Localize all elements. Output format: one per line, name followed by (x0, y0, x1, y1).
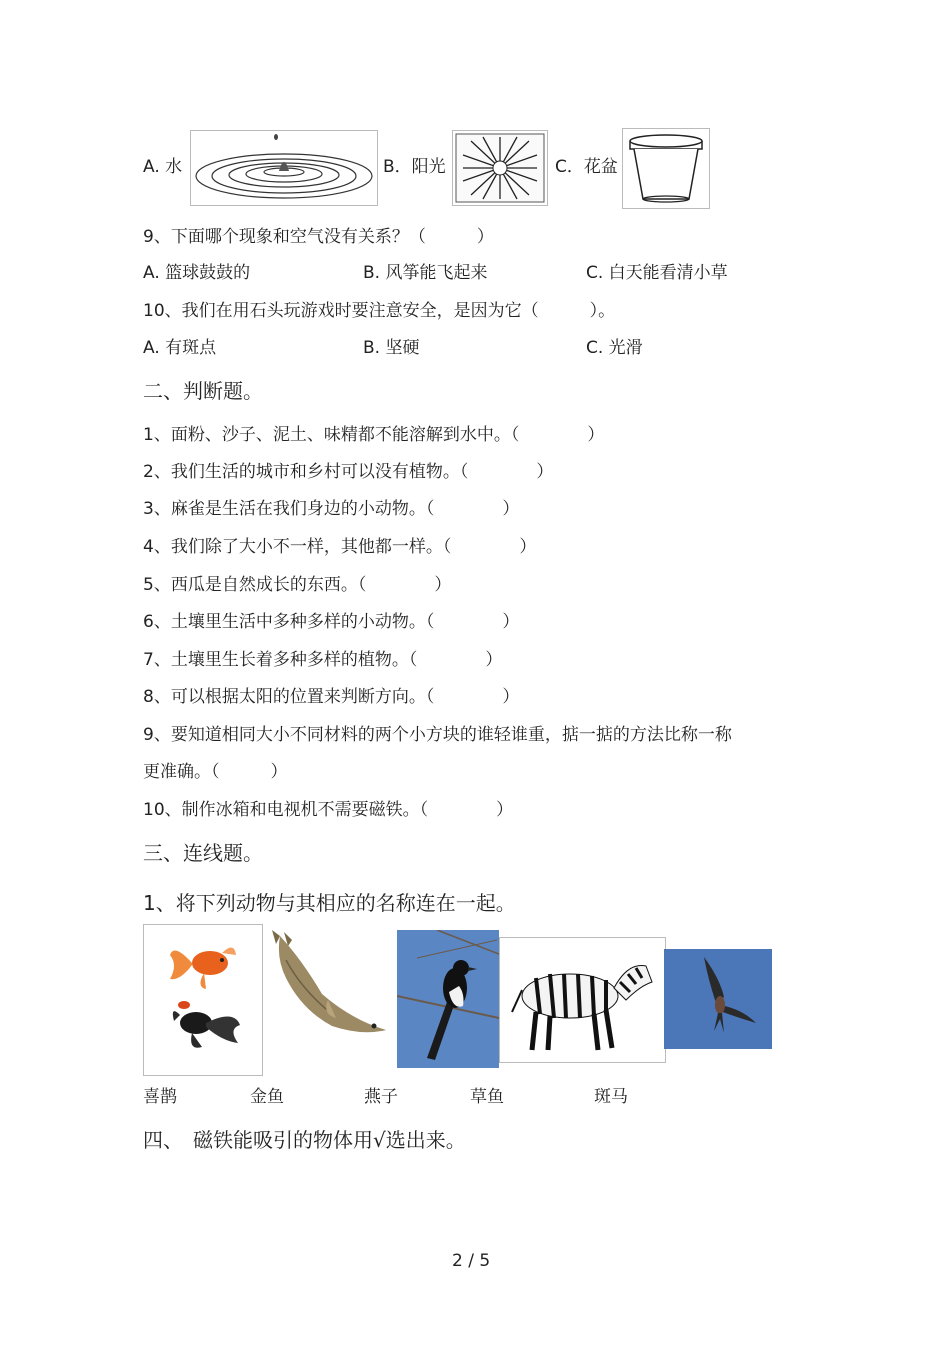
section-4-title: 四、 磁铁能吸引的物体用√选出来。 (143, 1128, 466, 1152)
animal-name-swallow: 燕子 (364, 1087, 398, 1107)
question-10-option-b: B. 坚硬 (363, 338, 420, 358)
judge-item-7: 7、土壤里生长着多种多样的植物。（ ） (143, 650, 503, 670)
grass-carp-image (262, 930, 396, 1068)
option-c-flowerpot-label: C．花盆 (555, 157, 618, 177)
judge-item-4: 4、我们除了大小不一样，其他都一样。（ ） (143, 537, 537, 557)
question-10-option-a: A. 有斑点 (143, 338, 217, 358)
option-a-water-label: A. 水 (143, 157, 183, 177)
question-9-option-c: C. 白天能看清小草 (586, 263, 728, 283)
magpie-image (397, 930, 499, 1068)
matching-question-1: 1、将下列动物与其相应的名称连在一起。 (143, 891, 516, 915)
animal-name-magpie: 喜鹊 (143, 1087, 177, 1107)
judge-item-1: 1、面粉、沙子、泥土、味精都不能溶解到水中。（ ） (143, 425, 605, 445)
flowerpot-image (622, 128, 710, 209)
judge-item-10: 10、制作冰箱和电视机不需要磁铁。（ ） (143, 800, 514, 820)
goldfish-image (143, 924, 263, 1076)
judge-item-6: 6、土壤里生活中多种多样的小动物。（ ） (143, 612, 520, 632)
question-9-option-a: A. 篮球鼓鼓的 (143, 263, 251, 283)
section-2-title: 二、判断题。 (143, 379, 263, 403)
swallow-image (664, 949, 772, 1049)
judge-item-5: 5、西瓜是自然成长的东西。（ ） (143, 575, 452, 595)
judge-item-8: 8、可以根据太阳的位置来判断方向。（ ） (143, 687, 520, 707)
question-9-option-b: B. 风筝能飞起来 (363, 263, 488, 283)
judge-item-9-line-2: 更准确。（ ） (143, 762, 288, 782)
page-number: 2 / 5 (452, 1251, 491, 1271)
water-ripple-image (190, 130, 378, 206)
black-goldfish (173, 1001, 240, 1048)
judge-item-2: 2、我们生活的城市和乡村可以没有植物。（ ） (143, 462, 554, 482)
question-10-option-c: C. 光滑 (586, 338, 643, 358)
orange-goldfish (170, 947, 236, 989)
option-b-sunlight-label: B．阳光 (383, 157, 446, 177)
zebra-image (499, 937, 666, 1063)
judge-item-3: 3、麻雀是生活在我们身边的小动物。（ ） (143, 499, 520, 519)
animal-name-grass-carp: 草鱼 (470, 1087, 504, 1107)
question-9-stem: 9、下面哪个现象和空气没有关系？（ ） (143, 227, 494, 247)
section-3-title: 三、连线题。 (143, 841, 263, 865)
judge-item-9-line-1: 9、要知道相同大小不同材料的两个小方块的谁轻谁重，掂一掂的方法比称一称 (143, 725, 732, 745)
animal-name-goldfish: 金鱼 (250, 1087, 284, 1107)
animal-name-zebra: 斑马 (594, 1087, 628, 1107)
question-10-stem: 10、我们在用石头玩游戏时要注意安全，是因为它（ ）。 (143, 301, 616, 321)
sunlight-image (452, 130, 548, 206)
